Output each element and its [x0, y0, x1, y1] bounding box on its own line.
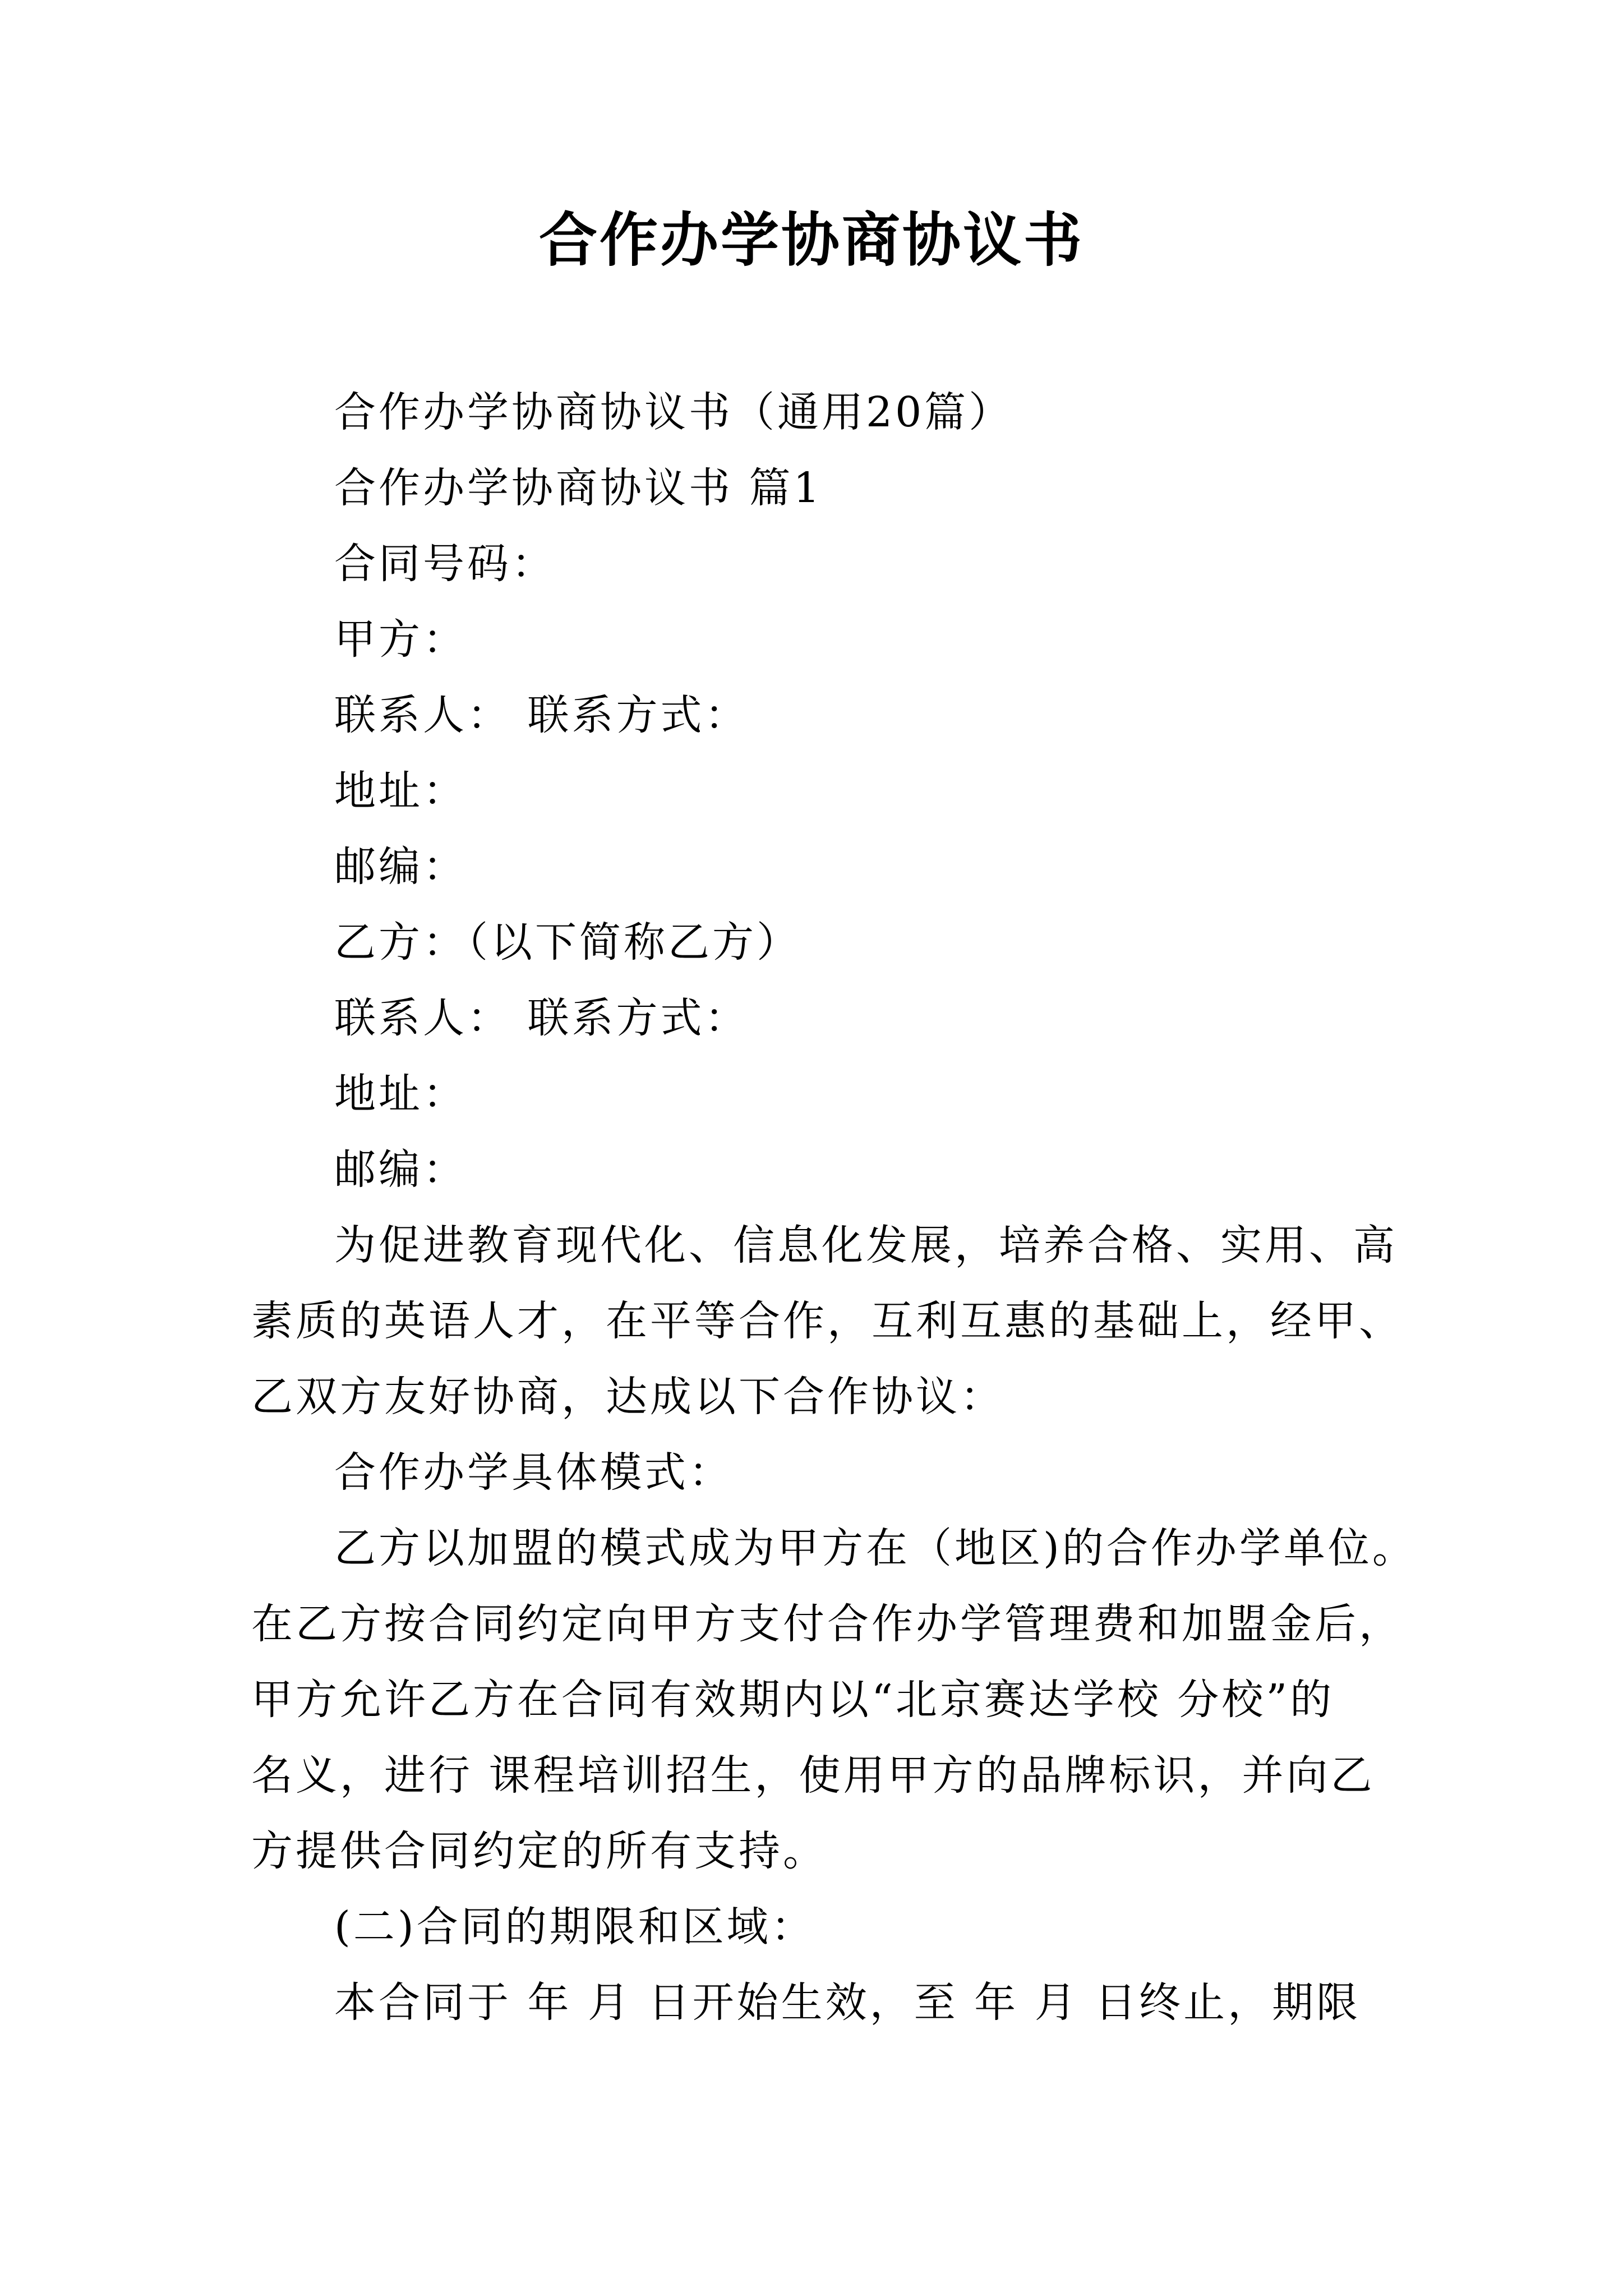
body-line: 方提供合同约定的所有支持。: [251, 1827, 827, 1875]
body-line: 名义，进行 课程培训招生，使用甲方的品牌标识，并向乙: [251, 1751, 1375, 1800]
document-body: [251, 375, 1417, 2041]
body-line: 素质的英语人才，在平等合作，互利互惠的基础上，经甲、: [251, 1297, 1403, 1345]
body-line: 本合同于 年 月 日开始生效，至 年 月 日终止，期限: [334, 1978, 1361, 2027]
body-line: 乙双方友好协商，达成以下合作协议：: [251, 1373, 1004, 1421]
body-line: 合同号码：: [334, 540, 556, 588]
body-line: 甲方：: [334, 615, 467, 664]
body-line: 乙方：（以下简称乙方）: [334, 918, 801, 967]
document-title: 合作办学协商协议书: [538, 205, 1084, 274]
body-line: (二)合同的期限和区域：: [334, 1903, 815, 1951]
body-line: 合作办学具体模式：: [334, 1448, 733, 1497]
body-line: 地址：: [334, 1070, 467, 1118]
body-line: 合作办学协商协议书（通用20篇）: [334, 388, 1013, 436]
body-line: 联系人： 联系方式：: [334, 691, 749, 739]
body-line: 合作办学协商协议书 篇1: [334, 464, 823, 512]
body-line: 为促进教育现代化、信息化发展，培养合格、实用、高: [334, 1221, 1398, 1269]
body-line: 邮编：: [334, 843, 467, 891]
body-line: 地址：: [334, 767, 467, 815]
body-line: 联系人： 联系方式：: [334, 994, 749, 1042]
body-line: 在乙方按合同约定向甲方支付合作办学管理费和加盟金后，: [251, 1600, 1403, 1648]
body-line: 乙方以加盟的模式成为甲方在（地区)的合作办学单位。: [334, 1524, 1417, 1572]
body-line: 邮编：: [334, 1145, 467, 1194]
body-line: 甲方允许乙方在合同有效期内以“北京赛达学校 分校”的: [251, 1676, 1335, 1724]
